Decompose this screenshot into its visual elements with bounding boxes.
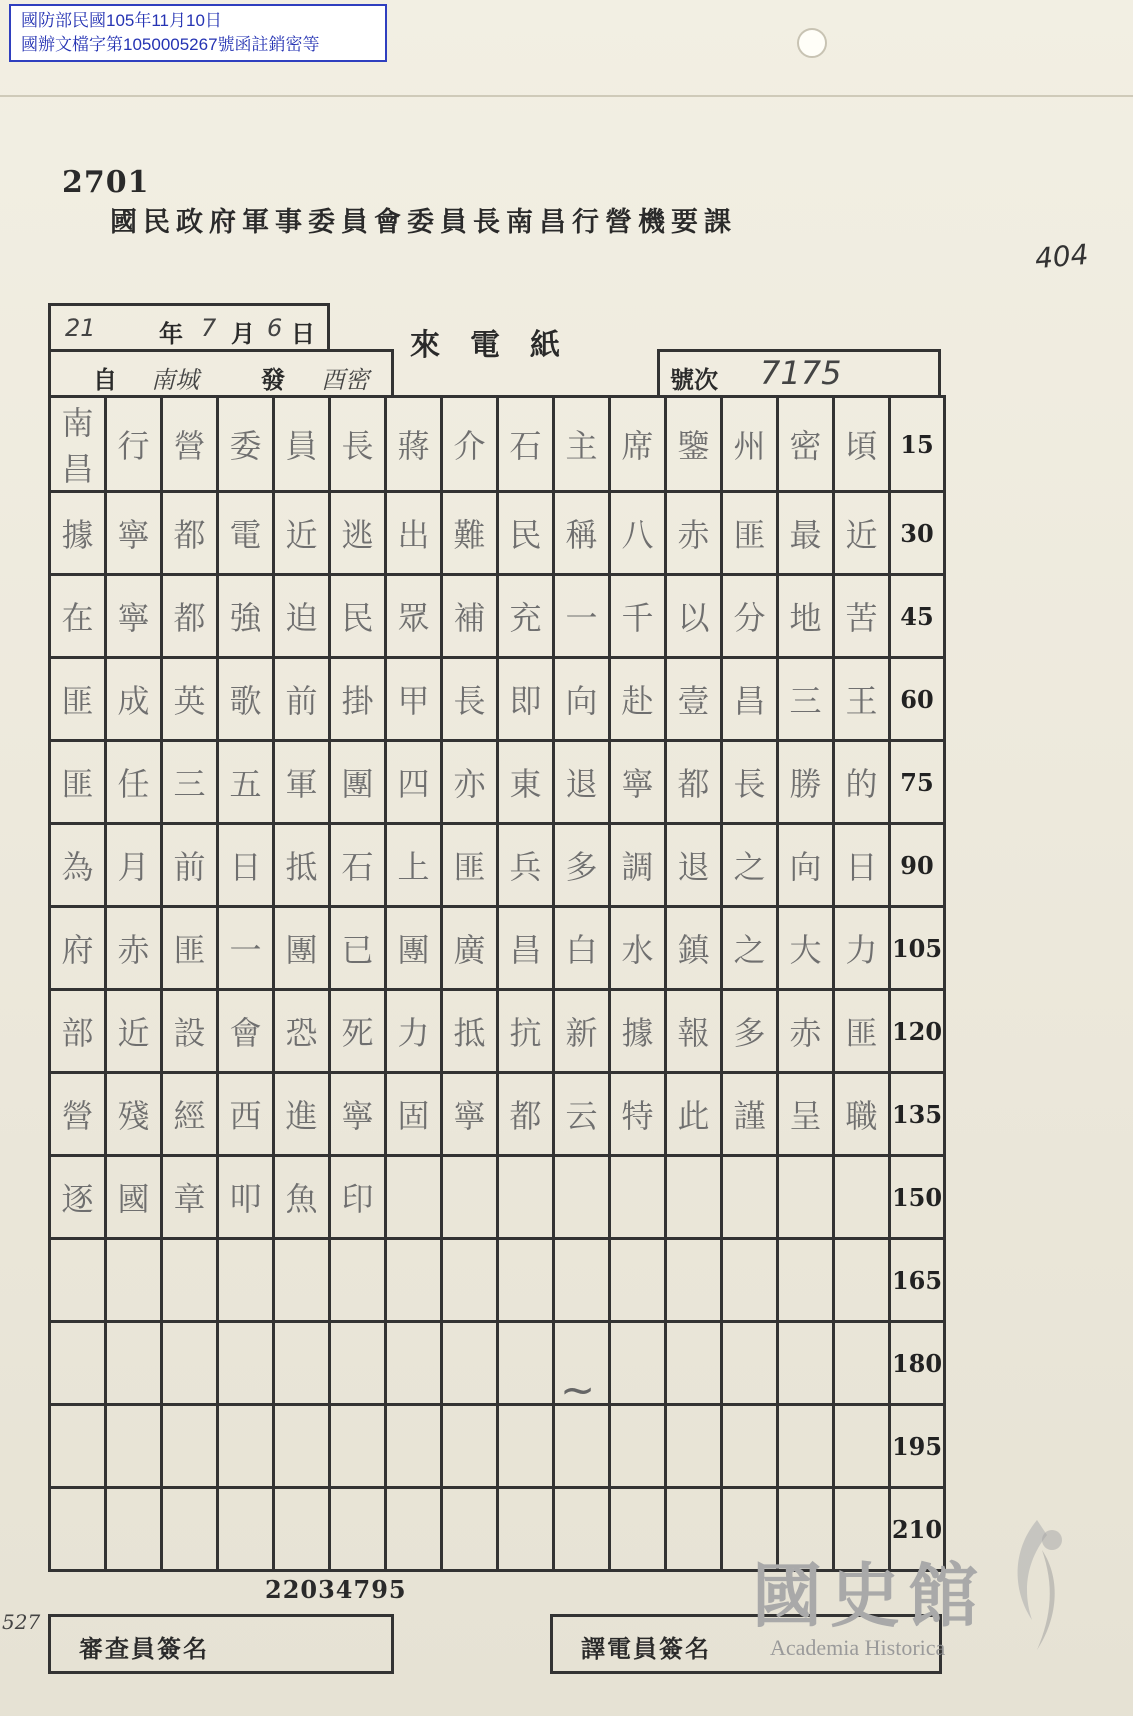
grid-cell: 為 [50, 824, 106, 907]
grid-cell: 近 [274, 492, 330, 575]
grid-cell [386, 1488, 442, 1571]
grid-cell: 抵 [442, 990, 498, 1073]
grid-cell: 團 [386, 907, 442, 990]
document-number: 2701 [62, 165, 150, 200]
grid-cell: 赤 [666, 492, 722, 575]
grid-cell: 石 [330, 824, 386, 907]
stamp-line-1: 國防部民國105年11月10日 [21, 11, 222, 30]
grid-cell: 的 [834, 741, 890, 824]
grid-cell: 壹 [666, 658, 722, 741]
archive-watermark [752, 1540, 1082, 1700]
grid-cell: 鎮 [666, 907, 722, 990]
grid-cell: 甲 [386, 658, 442, 741]
row-count: 30 [890, 492, 945, 575]
grid-cell [330, 1405, 386, 1488]
grid-cell [442, 1239, 498, 1322]
row-count: 60 [890, 658, 945, 741]
grid-cell: 寧 [106, 575, 162, 658]
grid-cell [386, 1322, 442, 1405]
grid-cell: 寧 [442, 1073, 498, 1156]
grid-cell: 赴 [610, 658, 666, 741]
grid-cell: 匪 [162, 907, 218, 990]
grid-cell [274, 1239, 330, 1322]
grid-cell: 都 [498, 1073, 554, 1156]
grid-cell: 逐 [50, 1156, 106, 1239]
grid-cell: 設 [162, 990, 218, 1073]
watermark-logo-icon [992, 1510, 1082, 1660]
grid-cell: 勝 [778, 741, 834, 824]
grid-cell [498, 1405, 554, 1488]
grid-cell [722, 1322, 778, 1405]
grid-cell [778, 1405, 834, 1488]
grid-cell [554, 1405, 610, 1488]
grid-cell [442, 1322, 498, 1405]
grid-cell: 都 [162, 575, 218, 658]
row-count: 135 [890, 1073, 945, 1156]
grid-cell: 報 [666, 990, 722, 1073]
grid-cell [162, 1239, 218, 1322]
grid-row [50, 990, 945, 1073]
grid-cell: 匪 [722, 492, 778, 575]
grid-cell [274, 1488, 330, 1571]
grid-row [50, 1156, 945, 1239]
grid-cell: 調 [610, 824, 666, 907]
grid-cell [778, 1156, 834, 1239]
date-day: 6 [267, 314, 283, 342]
handwritten-mark: ~ [560, 1365, 596, 1414]
grid-cell: 四 [386, 741, 442, 824]
grid-cell: 寧 [610, 741, 666, 824]
grid-cell: 國 [106, 1156, 162, 1239]
row-count: 90 [890, 824, 945, 907]
grid-cell: 成 [106, 658, 162, 741]
grid-cell: 委 [218, 397, 274, 492]
grid-cell: 恐 [274, 990, 330, 1073]
row-count: 15 [890, 397, 945, 492]
grid-cell: 一 [218, 907, 274, 990]
fold-line [0, 95, 1133, 97]
grid-cell: 匪 [50, 741, 106, 824]
row-count: 45 [890, 575, 945, 658]
grid-cell: 寧 [106, 492, 162, 575]
row-count: 75 [890, 741, 945, 824]
grid-cell: 都 [162, 492, 218, 575]
grid-cell: 經 [162, 1073, 218, 1156]
grid-cell: 都 [666, 741, 722, 824]
grid-cell: 近 [106, 990, 162, 1073]
grid-cell: 前 [162, 824, 218, 907]
grid-cell: 已 [330, 907, 386, 990]
grid-cell: 進 [274, 1073, 330, 1156]
grid-cell [498, 1239, 554, 1322]
grid-cell [666, 1322, 722, 1405]
grid-cell: 強 [218, 575, 274, 658]
grid-cell: 云 [554, 1073, 610, 1156]
grid-cell: 力 [834, 907, 890, 990]
grid-cell: 在 [50, 575, 106, 658]
grid-cell: 軍 [274, 741, 330, 824]
grid-cell: 部 [50, 990, 106, 1073]
grid-cell: 據 [50, 492, 106, 575]
grid-cell [722, 1156, 778, 1239]
grid-cell: 八 [610, 492, 666, 575]
grid-cell [274, 1322, 330, 1405]
grid-cell [610, 1239, 666, 1322]
grid-cell [330, 1488, 386, 1571]
page-number: 404 [1033, 237, 1090, 276]
grid-cell [106, 1488, 162, 1571]
row-count: 120 [890, 990, 945, 1073]
grid-cell [386, 1239, 442, 1322]
grid-cell [442, 1405, 498, 1488]
grid-cell: 退 [554, 741, 610, 824]
grid-cell: 前 [274, 658, 330, 741]
grid-cell: 殘 [106, 1073, 162, 1156]
grid-cell: 西 [218, 1073, 274, 1156]
row-count: 165 [890, 1239, 945, 1322]
punch-hole [797, 28, 827, 58]
grid-row [50, 397, 945, 492]
grid-cell: 職 [834, 1073, 890, 1156]
grid-cell: 赤 [778, 990, 834, 1073]
date-day-label: 日 [291, 319, 315, 348]
row-count: 105 [890, 907, 945, 990]
grid-cell: 寧 [330, 1073, 386, 1156]
grid-cell [50, 1488, 106, 1571]
from-label: 自 [93, 365, 117, 394]
grid-cell: 席 [610, 397, 666, 492]
telegram-grid [48, 395, 946, 1572]
grid-cell [610, 1156, 666, 1239]
grid-cell: 密 [778, 397, 834, 492]
grid-cell [666, 1488, 722, 1571]
grid-cell: 抵 [274, 824, 330, 907]
grid-cell [386, 1405, 442, 1488]
grid-cell: 三 [778, 658, 834, 741]
row-count: 195 [890, 1405, 945, 1488]
grid-cell [162, 1488, 218, 1571]
grid-cell: 力 [386, 990, 442, 1073]
grid-cell [330, 1239, 386, 1322]
grid-cell: 介 [442, 397, 498, 492]
grid-cell: 日 [218, 824, 274, 907]
grid-cell: 章 [162, 1156, 218, 1239]
serial-label: 號次 [670, 365, 718, 394]
grid-cell: 向 [778, 824, 834, 907]
grid-cell: 營 [162, 397, 218, 492]
decoder-label: 譯電員簽名 [581, 1634, 711, 1663]
grid-cell: 迫 [274, 575, 330, 658]
grid-cell: 之 [722, 824, 778, 907]
grid-cell: 即 [498, 658, 554, 741]
grid-row [50, 1322, 945, 1405]
grid-cell: 補 [442, 575, 498, 658]
grid-row [50, 824, 945, 907]
grid-cell [50, 1405, 106, 1488]
side-number: 527 [2, 1610, 41, 1634]
grid-cell: 昌 [498, 907, 554, 990]
grid-cell: 團 [274, 907, 330, 990]
grid-row [50, 658, 945, 741]
grid-cell: 主 [554, 397, 610, 492]
grid-cell [498, 1322, 554, 1405]
grid-cell [106, 1322, 162, 1405]
grid-cell [834, 1239, 890, 1322]
grid-cell: 難 [442, 492, 498, 575]
grid-cell: 英 [162, 658, 218, 741]
grid-cell: 眾 [386, 575, 442, 658]
grid-cell: 赤 [106, 907, 162, 990]
grid-cell [330, 1322, 386, 1405]
grid-cell [666, 1405, 722, 1488]
grid-cell: 行 [106, 397, 162, 492]
grid-cell [218, 1239, 274, 1322]
grid-cell: 月 [106, 824, 162, 907]
grid-cell [106, 1239, 162, 1322]
grid-cell: 亦 [442, 741, 498, 824]
grid-cell: 苦 [834, 575, 890, 658]
declassification-stamp [9, 4, 387, 62]
grid-cell: 最 [778, 492, 834, 575]
grid-cell: 分 [722, 575, 778, 658]
from-value: 南城 [151, 366, 199, 394]
grid-cell: 頃 [834, 397, 890, 492]
grid-cell: 一 [554, 575, 610, 658]
grid-cell [106, 1405, 162, 1488]
grid-row [50, 1073, 945, 1156]
grid-cell: 退 [666, 824, 722, 907]
grid-cell [610, 1405, 666, 1488]
grid-cell: 日 [834, 824, 890, 907]
grid-cell: 匪 [442, 824, 498, 907]
grid-cell: 魚 [274, 1156, 330, 1239]
grid-row [50, 1239, 945, 1322]
grid-cell: 叩 [218, 1156, 274, 1239]
grid-cell: 呈 [778, 1073, 834, 1156]
grid-cell: 謹 [722, 1073, 778, 1156]
grid-cell [442, 1488, 498, 1571]
grid-cell [274, 1405, 330, 1488]
grid-cell: 鑒 [666, 397, 722, 492]
grid-cell: 印 [330, 1156, 386, 1239]
row-count: 180 [890, 1322, 945, 1405]
grid-cell: 長 [330, 397, 386, 492]
row-count: 150 [890, 1156, 945, 1239]
grid-cell: 據 [610, 990, 666, 1073]
grid-cell: 地 [778, 575, 834, 658]
grid-cell: 千 [610, 575, 666, 658]
organization-title: 國民政府軍事委員會委員長南昌行營機要課 [110, 207, 737, 238]
grid-cell [50, 1239, 106, 1322]
grid-row [50, 575, 945, 658]
grid-cell: 此 [666, 1073, 722, 1156]
grid-cell [666, 1239, 722, 1322]
grid-cell: 兵 [498, 824, 554, 907]
grid-row [50, 741, 945, 824]
grid-cell: 任 [106, 741, 162, 824]
grid-cell [498, 1488, 554, 1571]
grid-cell: 東 [498, 741, 554, 824]
grid-cell [610, 1488, 666, 1571]
grid-cell: 營 [50, 1073, 106, 1156]
grid-cell [498, 1156, 554, 1239]
grid-cell [554, 1488, 610, 1571]
grid-cell: 水 [610, 907, 666, 990]
grid-cell: 民 [498, 492, 554, 575]
grid-cell: 團 [330, 741, 386, 824]
grid-cell: 蔣 [386, 397, 442, 492]
date-month-label: 月 [231, 319, 255, 348]
grid-cell [722, 1405, 778, 1488]
serial-value: 7175 [760, 354, 842, 392]
grid-cell: 固 [386, 1073, 442, 1156]
grid-cell: 逃 [330, 492, 386, 575]
grid-cell: 多 [554, 824, 610, 907]
grid-cell [666, 1156, 722, 1239]
grid-cell: 充 [498, 575, 554, 658]
grid-cell [610, 1322, 666, 1405]
date-month: 7 [201, 314, 217, 342]
grid-cell [778, 1239, 834, 1322]
grid-cell: 府 [50, 907, 106, 990]
grid-cell: 會 [218, 990, 274, 1073]
grid-cell: 出 [386, 492, 442, 575]
sent-time: 酉密 [321, 366, 369, 394]
grid-cell: 近 [834, 492, 890, 575]
grid-cell: 員 [274, 397, 330, 492]
grid-cell: 上 [386, 824, 442, 907]
grid-cell: 向 [554, 658, 610, 741]
sender-field [48, 349, 394, 398]
grid-cell: 匪 [834, 990, 890, 1073]
grid-cell [218, 1405, 274, 1488]
grid-cell: 王 [834, 658, 890, 741]
grid-cell: 歌 [218, 658, 274, 741]
grid-cell [162, 1405, 218, 1488]
grid-cell: 以 [666, 575, 722, 658]
cable-id: 22034795 [265, 1575, 407, 1604]
grid-cell: 長 [722, 741, 778, 824]
grid-cell [50, 1322, 106, 1405]
grid-cell [162, 1322, 218, 1405]
grid-row [50, 1405, 945, 1488]
grid-cell: 白 [554, 907, 610, 990]
grid-cell: 長 [442, 658, 498, 741]
grid-cell: 五 [218, 741, 274, 824]
form-title: 來電紙 [410, 328, 590, 363]
grid-cell [778, 1322, 834, 1405]
grid-cell [834, 1156, 890, 1239]
grid-cell: 大 [778, 907, 834, 990]
grid-cell: 州 [722, 397, 778, 492]
grid-cell: 之 [722, 907, 778, 990]
grid-cell: 特 [610, 1073, 666, 1156]
grid-cell: 南昌 [50, 397, 106, 492]
grid-cell: 掛 [330, 658, 386, 741]
reviewer-signature-box [48, 1614, 394, 1674]
grid-cell [386, 1156, 442, 1239]
reviewer-label: 審查員簽名 [79, 1634, 209, 1663]
grid-cell: 死 [330, 990, 386, 1073]
grid-cell: 民 [330, 575, 386, 658]
grid-cell [722, 1239, 778, 1322]
grid-cell: 電 [218, 492, 274, 575]
grid-cell: 多 [722, 990, 778, 1073]
watermark-subtitle: Academia Historica [770, 1635, 946, 1660]
grid-cell [834, 1405, 890, 1488]
grid-cell [218, 1488, 274, 1571]
grid-cell [554, 1239, 610, 1322]
watermark-chars: 國史館 [752, 1554, 986, 1637]
date-year: 21 [65, 314, 96, 342]
grid-cell: 廣 [442, 907, 498, 990]
grid-cell: 新 [554, 990, 610, 1073]
grid-cell: 石 [498, 397, 554, 492]
grid-cell [834, 1322, 890, 1405]
grid-cell: 三 [162, 741, 218, 824]
grid-cell [554, 1156, 610, 1239]
date-field [48, 303, 330, 352]
grid-cell [218, 1322, 274, 1405]
sent-label: 發 [261, 365, 285, 394]
grid-cell: 抗 [498, 990, 554, 1073]
grid-cell: 匪 [50, 658, 106, 741]
stamp-line-2: 國辦文檔字第1050005267號函註銷密等 [21, 35, 320, 54]
grid-row [50, 907, 945, 990]
date-year-label: 年 [159, 319, 183, 348]
grid-cell: 稱 [554, 492, 610, 575]
serial-field [657, 349, 941, 398]
row-count: 210 [890, 1488, 945, 1571]
grid-row [50, 492, 945, 575]
grid-cell: 昌 [722, 658, 778, 741]
grid-cell [442, 1156, 498, 1239]
